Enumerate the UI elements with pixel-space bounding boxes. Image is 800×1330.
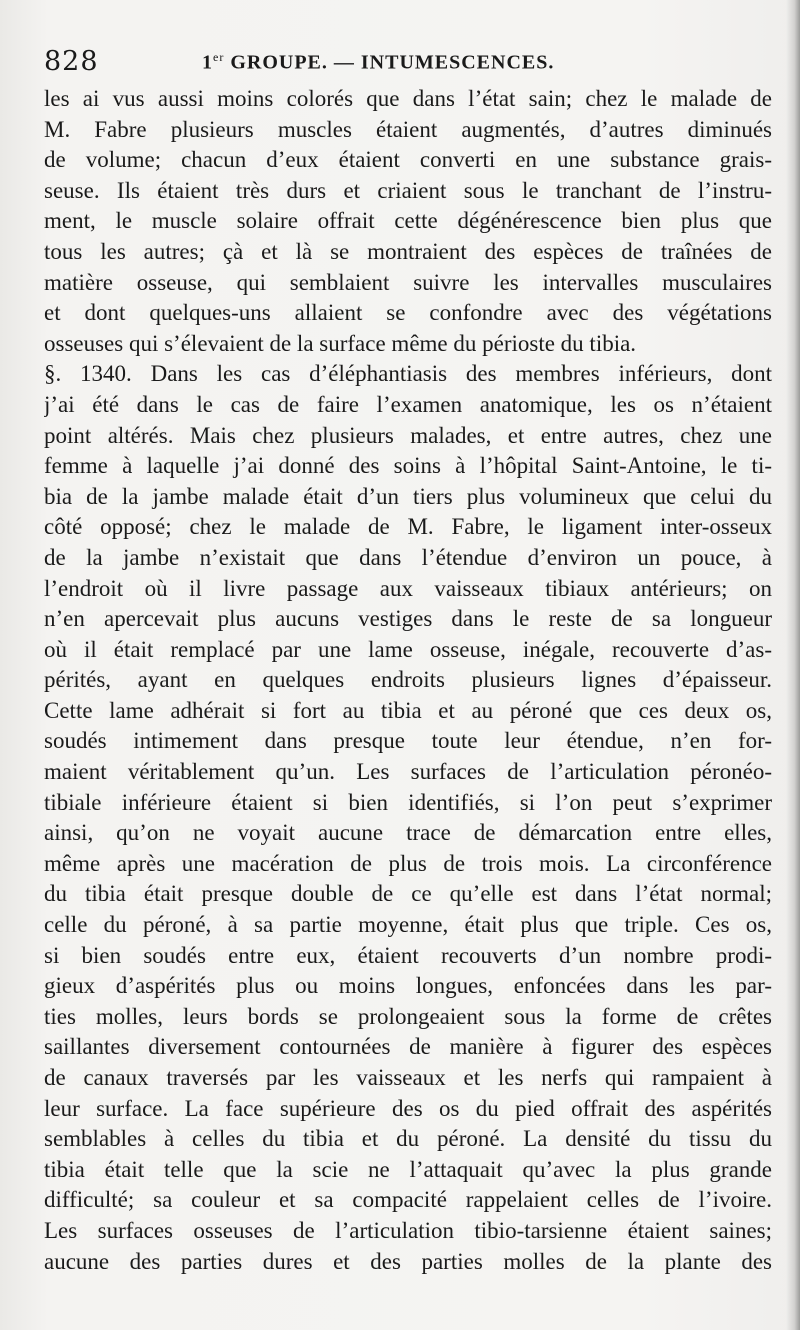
text-line: du tibia était presque double de ce qu’elle est dans l’état normal;: [44, 881, 772, 907]
text-line: leur surface. La face supérieure des os du pied offrait des aspérités: [44, 1095, 772, 1121]
text-line: seuse. Ils étaient très durs et criaient sous le tranchant de l’instru-: [44, 177, 772, 203]
text-line: saillantes diversement contournées de manière à figurer des espèces: [44, 1034, 772, 1060]
text-line: j’ai été dans le cas de faire l’examen anatomique, les os n’étaient: [44, 391, 772, 417]
text-line: gieux d’aspérités plus ou moins longues, enfoncées dans les par-: [44, 973, 772, 999]
text-line: n’en apercevait plus aucuns vestiges dans le reste de sa longueur: [44, 606, 772, 632]
text-line: matière osseuse, qui semblaient suivre les intervalles musculaires: [44, 269, 772, 295]
text-line: où il était remplacé par une lame osseuse, inégale, recouverte d’as-: [44, 636, 772, 662]
text-line: de canaux traversés par les vaisseaux et les nerfs qui rampaient à: [44, 1065, 772, 1090]
text-line: tibia était telle que la scie ne l’attaquait qu’avec la plus grande: [44, 1156, 772, 1182]
text-line: soudés intimement dans presque toute leur étendue, n’en for-: [44, 728, 772, 754]
text-line: de la jambe n’existait que dans l’étendue d’environ un pouce, à: [44, 544, 772, 570]
paragraph-start-line: §. 1340. Dans les cas d’éléphantiasis des membres inférieurs, dont: [44, 361, 772, 387]
running-head-superscript: er: [213, 50, 225, 64]
body-text: [44, 84, 772, 1277]
text-line: pérités, ayant en quelques endroits plusieurs lignes d’épaisseur.: [44, 667, 772, 693]
text-line: ainsi, qu’on ne voyait aucune trace de démarcation entre elles,: [44, 820, 772, 846]
text-line: Les surfaces osseuses de l’articulation tibio-tarsienne étaient saines;: [44, 1217, 772, 1243]
text-line: maient véritablement qu’un. Les surfaces de l’articulation péronéo-: [44, 759, 772, 785]
text-line: l’endroit où il livre passage aux vaisseaux tibiaux antérieurs; on: [44, 575, 772, 601]
page-number: 828: [44, 46, 99, 77]
running-head-title: GROUPE. — INTUMESCENCES.: [224, 51, 555, 74]
text-line: M. Fabre plusieurs muscles étaient augmentés, d’autres diminués: [44, 116, 772, 142]
text-line: même après une macération de plus de trois mois. La circonférence: [44, 850, 772, 876]
text-line: côté opposé; chez le malade de M. Fabre, le ligament inter-osseux: [44, 514, 772, 540]
page-edge-shadow: [786, 0, 800, 1330]
text-line: point altérés. Mais chez plusieurs malades, et entre autres, chez une: [44, 422, 772, 448]
text-line: ties molles, leurs bords se prolongeaient sous la forme de crêtes: [44, 1003, 772, 1029]
text-line: Cette lame adhérait si fort au tibia et au péroné que ces deux os,: [44, 697, 772, 723]
running-head-prefix: 1: [202, 51, 213, 74]
text-line: si bien soudés entre eux, étaient recouverts d’un nombre prodi-: [44, 942, 772, 968]
text-line: difficulté; sa couleur et sa compacité rappelaient celles de l’ivoire.: [44, 1187, 772, 1213]
text-line: ment, le muscle solaire offrait cette dégénérescence bien plus que: [44, 208, 772, 234]
running-head: [202, 50, 554, 75]
text-line: semblables à celles du tibia et du péroné. La densité du tissu du: [44, 1126, 772, 1152]
text-line: tibiale inférieure étaient si bien identifiés, si l’on peut s’exprimer: [44, 789, 772, 815]
text-line: aucune des parties dures et des parties molles de la plante des: [44, 1248, 772, 1274]
text-line: bia de la jambe malade était d’un tiers plus volumineux que celui du: [44, 483, 772, 509]
text-line: osseuses qui s’élevaient de la surface même du périoste du tibia.: [44, 330, 637, 356]
text-line: les ai vus aussi moins colorés que dans l’état sain; chez le malade de: [44, 86, 772, 111]
text-line: et dont quelques-uns allaient se confondre avec des végétations: [44, 300, 772, 326]
page-header: [44, 42, 764, 82]
text-line: tous les autres; çà et là se montraient des espèces de traînées de: [44, 238, 772, 264]
text-line: de volume; chacun d’eux étaient converti en une substance grais-: [44, 147, 772, 173]
text-line: celle du péroné, à sa partie moyenne, était plus que triple. Ces os,: [44, 912, 772, 938]
text-line: femme à laquelle j’ai donné des soins à l’hôpital Saint-Antoine, le ti-: [44, 453, 772, 479]
